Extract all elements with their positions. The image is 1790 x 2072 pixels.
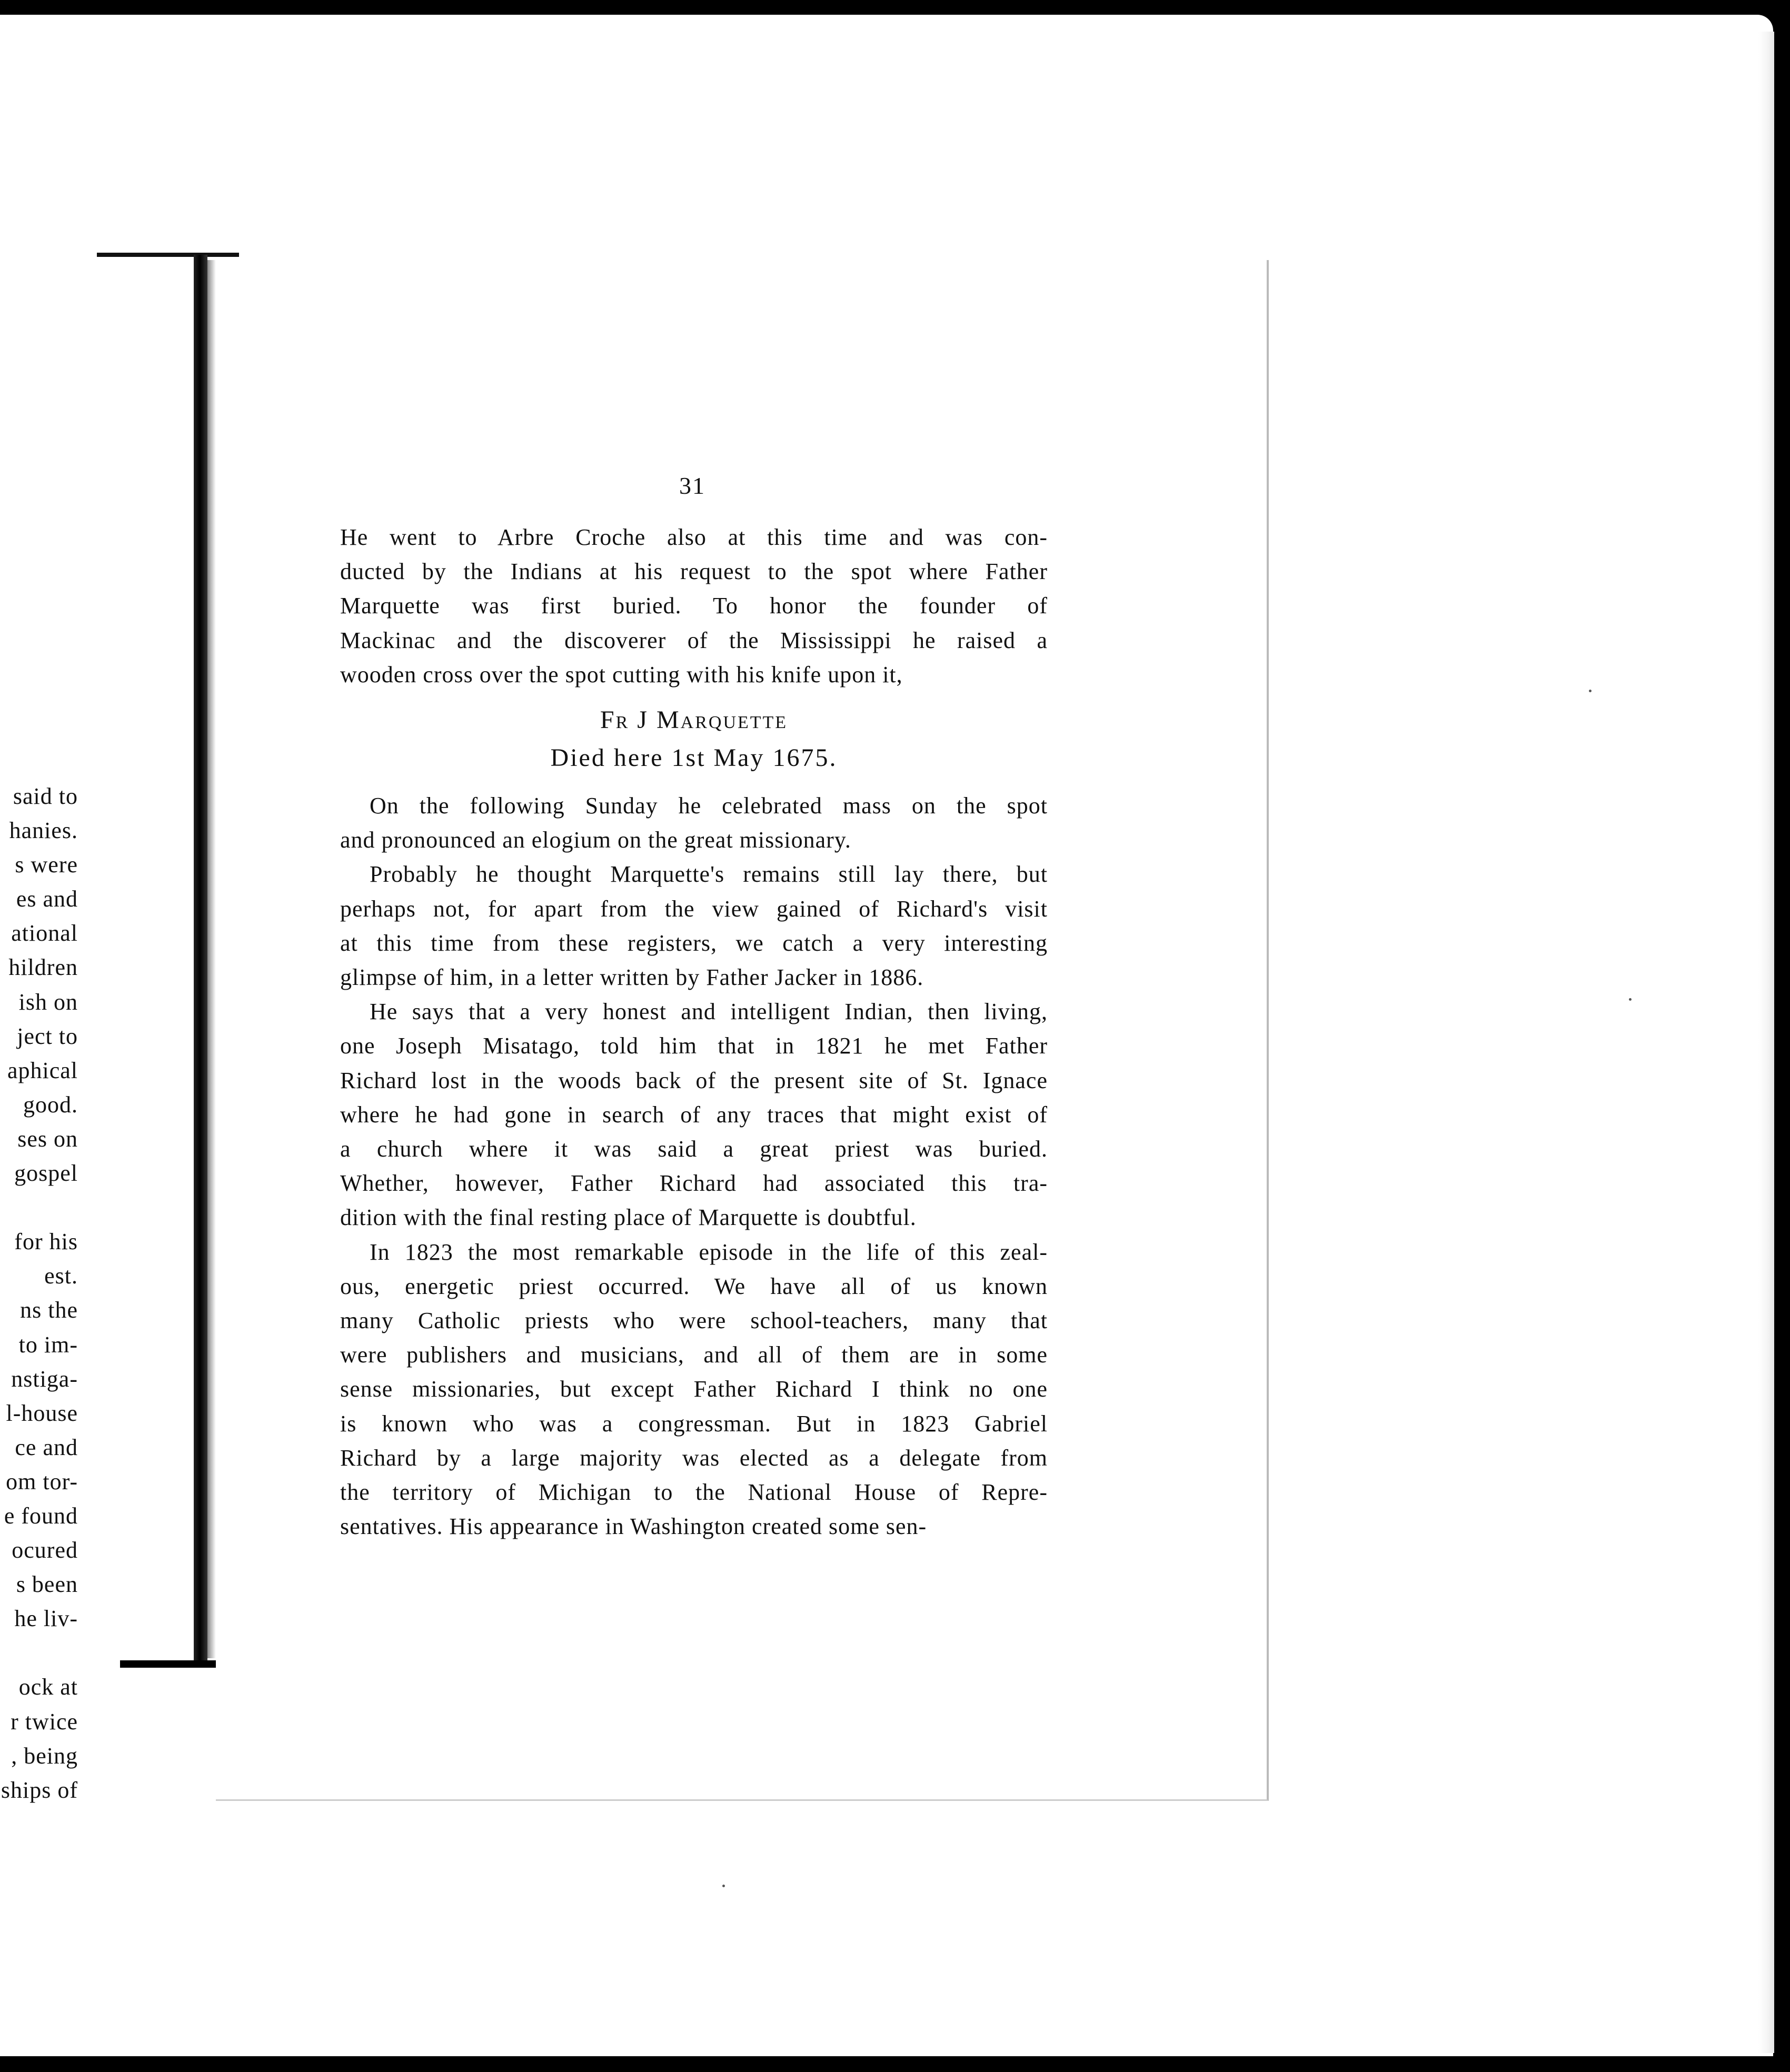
text-line: sense missionaries, but except Father Richard I think no one — [340, 1376, 1048, 1402]
text-line: perhaps not, for apart from the view gained of Richard's visit — [340, 895, 1048, 922]
book-gutter — [194, 255, 207, 1662]
sheet-edge — [1758, 32, 1774, 2053]
text-line: ous, energetic priest occurred. We have all of us known — [340, 1273, 1048, 1299]
facing-page-line — [1, 1190, 78, 1224]
facing-page-line: s were — [15, 852, 78, 878]
inscription-date: Died here 1st May 1675. — [550, 744, 838, 772]
facing-page-line: to im- — [18, 1331, 78, 1358]
facing-page-line: said to — [13, 783, 78, 809]
text-line: were publishers and musicians, and all of them are in some — [340, 1342, 1048, 1368]
text-line: Probably he thought Marquette's remains still lay there, but — [370, 861, 1048, 888]
text-line: Mackinac and the discoverer of the Mississippi he raised a — [340, 627, 1048, 653]
facing-page-line: aphical — [7, 1057, 78, 1083]
inscription-name: Fr J Marquette — [600, 706, 788, 734]
facing-page-line: r twice — [11, 1708, 78, 1735]
text-line: where he had gone in search of any traces that might exist of — [340, 1101, 1048, 1128]
text-line: Richard by a large majority was elected as a delegate from — [340, 1445, 1048, 1471]
facing-page-line: good. — [23, 1091, 78, 1118]
text-line: one Joseph Misatago, told him that in 1821 he met Father — [340, 1033, 1048, 1059]
text-line: wooden cross over the spot cutting with his knife upon it, — [340, 661, 903, 688]
facing-page-line: es and — [16, 886, 78, 912]
facing-page-line: est. — [44, 1263, 78, 1289]
facing-page-line: hildren — [8, 954, 78, 981]
text-line: Richard lost in the woods back of the present site of St. Ignace — [340, 1067, 1048, 1093]
facing-page-line: ational — [11, 920, 78, 947]
facing-page-line: he liv- — [14, 1606, 78, 1632]
text-line: sentatives. His appearance in Washington created some sen- — [340, 1513, 927, 1540]
page-body — [340, 520, 1048, 1543]
text-line: at this time from these registers, we catch a very interesting — [340, 930, 1048, 956]
paragraph — [340, 994, 1048, 1234]
paragraph — [340, 1235, 1048, 1544]
facing-page-line: om tor- — [6, 1468, 78, 1495]
facing-page-line: for his — [14, 1229, 78, 1255]
facing-page-line: ocured — [12, 1537, 78, 1563]
text-line: ducted by the Indians at his request to the spot where Father — [340, 559, 1048, 585]
text-line: He says that a very honest and intelligent Indian, then living, — [370, 999, 1048, 1025]
facing-page-line: ject to — [17, 1023, 78, 1049]
gutter-shadow — [207, 260, 216, 1658]
text-line: He went to Arbre Croche also at this time and was con- — [340, 524, 1048, 550]
facing-page-line: l-house — [6, 1400, 78, 1426]
text-line: and pronounced an elogium on the great missionary. — [340, 827, 851, 853]
text-line: Marquette was first buried. To honor the founder of — [340, 593, 1048, 619]
facing-page — [0, 253, 200, 1803]
facing-page-line: s been — [16, 1571, 78, 1598]
facing-page-line: ock at — [18, 1674, 78, 1700]
facing-page-line — [1, 1636, 78, 1670]
facing-page-line: e found — [4, 1502, 78, 1529]
text-line: is known who was a congressman. But in 1823 Gabriel — [340, 1410, 1048, 1437]
facing-page-line: hanies. — [9, 818, 78, 844]
scan-speck — [1629, 998, 1632, 1001]
paragraph — [340, 789, 1048, 857]
text-line: dition with the final resting place of Marquette is doubtful. — [340, 1204, 917, 1231]
scan-speck — [722, 1885, 725, 1887]
facing-page-line: ce and — [15, 1434, 78, 1460]
text-line: glimpse of him, in a letter written by Father Jacker in 1886. — [340, 964, 924, 991]
text-line: many Catholic priests who were school-teachers, many that — [340, 1308, 1048, 1334]
text-line: In 1823 the most remarkable episode in the life of this zeal- — [370, 1239, 1048, 1265]
text-line: Whether, however, Father Richard had associated this tra- — [340, 1170, 1048, 1197]
scan-speck — [1589, 690, 1592, 692]
facing-page-line: ses on — [17, 1125, 78, 1152]
facing-page-line: ns the — [20, 1297, 78, 1323]
text-line: On the following Sunday he celebrated mass on the spot — [370, 793, 1048, 819]
paragraph — [340, 520, 1048, 692]
facing-page-line: , being — [11, 1742, 78, 1769]
text-line: a church where it was said a great priest was buried. — [340, 1136, 1048, 1162]
text-line: the territory of Michigan to the National House of Repre- — [340, 1479, 1048, 1506]
facing-page-text — [1, 779, 78, 1807]
binding-top-edge — [97, 253, 239, 257]
facing-page-line: ships of — [1, 1777, 78, 1803]
facing-page-line: nstiga- — [11, 1366, 78, 1392]
facing-page-line: ish on — [18, 989, 78, 1015]
page-number: 31 — [679, 472, 705, 499]
facing-page-line: gospel — [14, 1160, 78, 1187]
paragraph — [340, 857, 1048, 994]
